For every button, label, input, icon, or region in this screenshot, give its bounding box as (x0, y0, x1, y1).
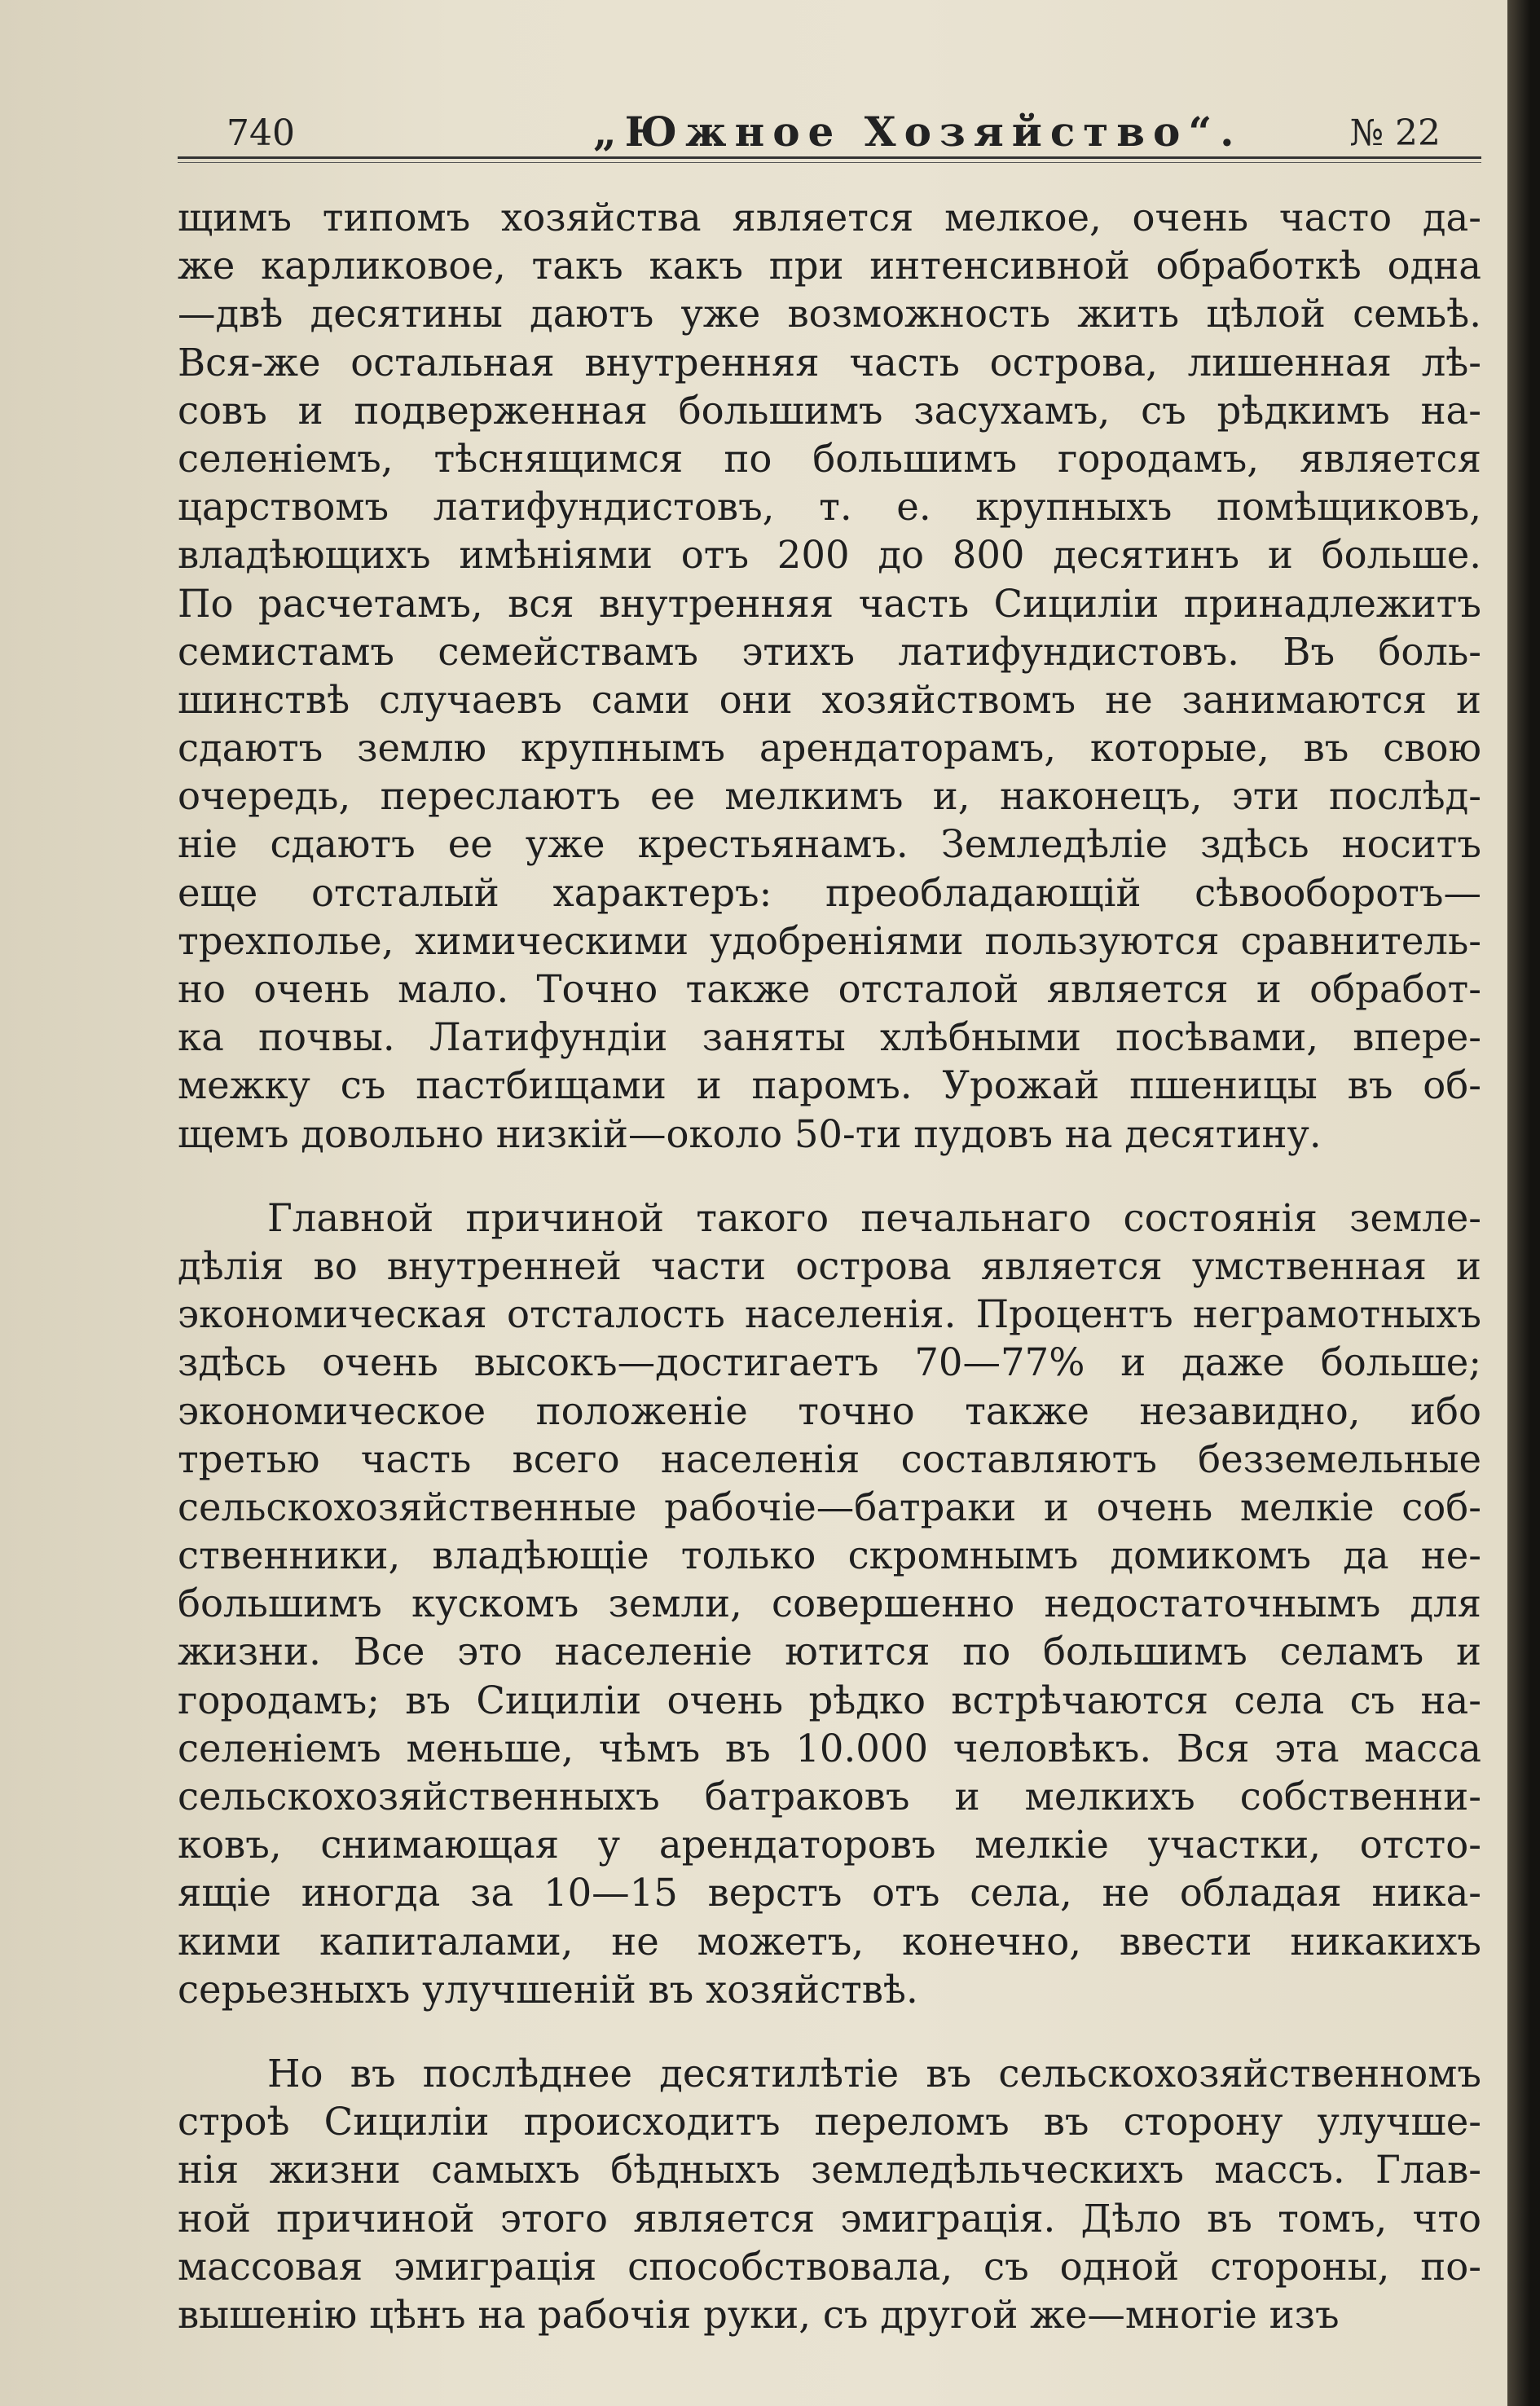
text-line: еще отсталый характеръ: преобладающій сѣвооборотъ— (178, 870, 1481, 915)
text-line: межку съ пастбищами и паромъ. Урожай пшеницы въ об- (178, 1063, 1481, 1108)
text-line: нія жизни самыхъ бѣдныхъ земледѣльческихъ массъ. Глав- (178, 2148, 1481, 2193)
text-line: щимъ типомъ хозяйства является мелкое, очень часто да- (178, 196, 1481, 240)
paragraph-gap (178, 1159, 1481, 1194)
text-line: По расчетамъ, вся внутренняя часть Сициліи принадлежитъ (178, 581, 1481, 626)
text-line: кими капиталами, не можетъ, конечно, ввести никакихъ (178, 1919, 1481, 1964)
text-line: ящіе иногда за 10—15 верстъ отъ села, не обладая ника- (178, 1871, 1481, 1916)
text-line: владѣющихъ имѣніями отъ 200 до 800 десятинъ и больше. (178, 533, 1481, 578)
text-line: трехполье, химическими удобреніями пользуются сравнитель- (178, 918, 1481, 963)
text-line: Но въ послѣднее десятилѣтіе въ сельскохозяйственномъ (267, 2051, 1481, 2096)
text-line: большимъ кускомъ земли, совершенно недостаточнымъ для (178, 1581, 1481, 1626)
text-line: сельскохозяйственныхъ батраковъ и мелкихъ собственни- (178, 1775, 1481, 1819)
text-line: —двѣ десятины даютъ уже возможность жить цѣлой семьѣ. (178, 292, 1481, 336)
text-line: городамъ; въ Сициліи очень рѣдко встрѣчаются села съ на- (178, 1678, 1481, 1722)
text-line: щемъ довольно низкій—около 50-ти пудовъ на десятину. (178, 1111, 1322, 1156)
text-line: строѣ Сициліи происходитъ переломъ въ сторону улучше- (178, 2100, 1481, 2144)
text-line: экономическое положеніе точно также незавидно, ибо (178, 1388, 1481, 1433)
text-line: здѣсь очень высокъ—достигаетъ 70—77% и даже больше; (178, 1340, 1481, 1385)
text-line: ковъ, снимающая у арендаторовъ мелкіе участки, отсто- (178, 1823, 1481, 1867)
text-line: ственники, владѣющіе только скромнымъ домикомъ да не- (178, 1533, 1481, 1578)
paragraph-gap (178, 2014, 1481, 2050)
text-line: сельскохозяйственные рабочіе—батраки и очень мелкіе соб- (178, 1485, 1481, 1529)
page-edge (1507, 0, 1540, 2406)
text-line: дѣлія во внутренней части острова является умственная и (178, 1243, 1481, 1288)
body-text (178, 194, 1481, 2339)
text-line: третью часть всего населенія составляютъ безземельные (178, 1436, 1481, 1481)
text-line: очередь, переслаютъ ее мелкимъ и, наконецъ, эти послѣд- (178, 774, 1481, 819)
text-line: ніе сдаютъ ее уже крестьянамъ. Земледѣліе здѣсь носитъ (178, 822, 1481, 867)
text-line: Главной причиной такого печальнаго состоянія земле- (267, 1195, 1481, 1240)
header-rule-thin (178, 162, 1481, 163)
journal-title: „Южное Хозяйство“. (593, 108, 1243, 156)
text-line: же карликовое, такъ какъ при интенсивной обработкѣ одна (178, 244, 1481, 288)
text-line: жизни. Все это населеніе ютится по большимъ селамъ и (178, 1630, 1481, 1674)
text-line: семистамъ семействамъ этихъ латифундистовъ. Въ боль- (178, 629, 1481, 674)
text-line: совъ и подверженная большимъ засухамъ, съ рѣдкимъ на- (178, 388, 1481, 433)
text-line: ной причиной этого является эмиграція. Дѣло въ томъ, что (178, 2196, 1481, 2241)
issue-number: № 22 (1349, 112, 1441, 154)
text-line: вышенію цѣнъ на рабочія руки, съ другой же—многіе изъ (178, 2292, 1340, 2337)
text-line: ка почвы. Латифундіи заняты хлѣбными посѣвами, впере- (178, 1015, 1481, 1060)
text-line: шинствѣ случаевъ сами они хозяйствомъ не занимаются и (178, 677, 1481, 722)
text-line: но очень мало. Точно также отсталой является и обработ- (178, 967, 1481, 1011)
text-line: экономическая отсталость населенія. Процентъ неграмотныхъ (178, 1292, 1481, 1337)
text-line: селеніемъ, тѣснящимся по большимъ городамъ, является (178, 436, 1481, 481)
text-line: Вся-же остальная внутренняя часть острова, лишенная лѣ- (178, 340, 1481, 385)
text-line: серьезныхъ улучшеній въ хозяйствѣ. (178, 1967, 918, 2012)
page-number: 740 (227, 112, 295, 154)
text-line: селеніемъ меньше, чѣмъ въ 10.000 человѣкъ. Вся эта масса (178, 1726, 1481, 1770)
text-line: массовая эмиграція способствовала, съ одной стороны, по- (178, 2244, 1481, 2289)
header-rule (178, 156, 1481, 159)
text-line: сдаютъ землю крупнымъ арендаторамъ, которые, въ свою (178, 726, 1481, 771)
text-line: царствомъ латифундистовъ, т. е. крупныхъ помѣщиковъ, (178, 485, 1481, 530)
